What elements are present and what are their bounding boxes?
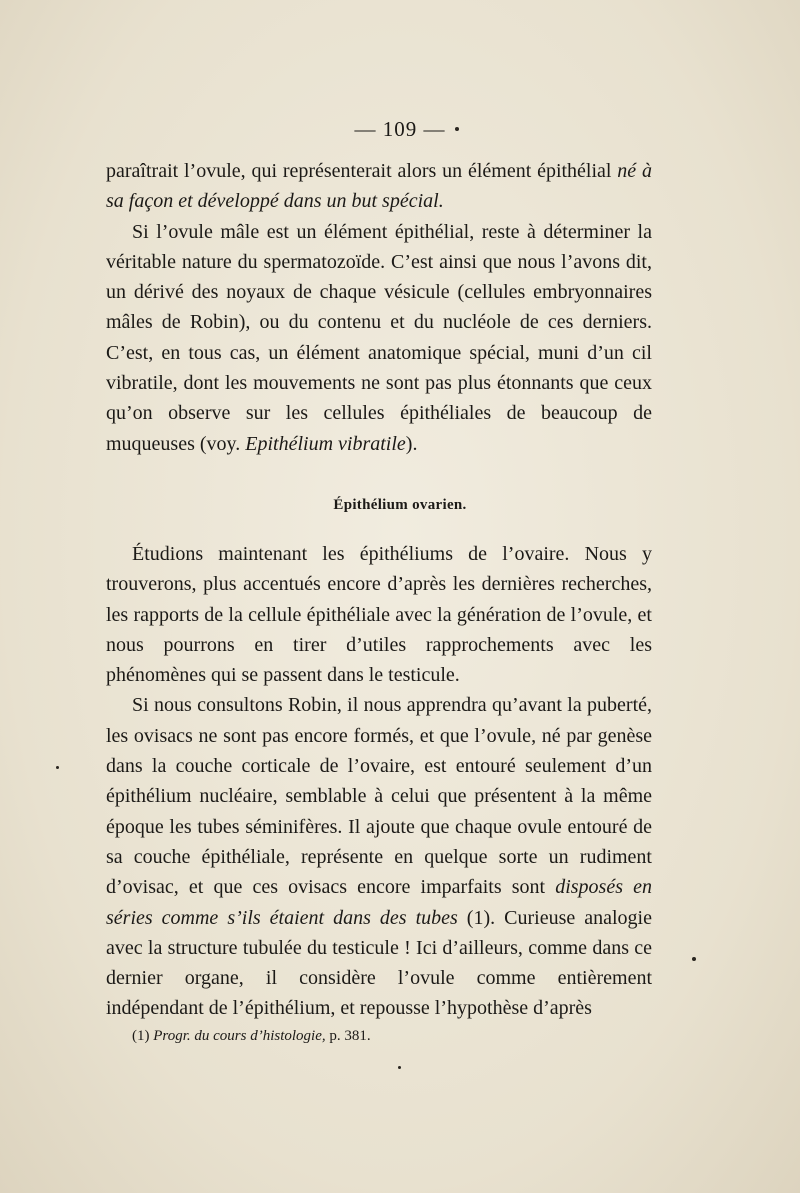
ink-speck [398, 1066, 401, 1069]
paragraph-continued-italic: né à sa façon et développé dans un but spécial. [106, 160, 652, 213]
ink-speck [692, 957, 696, 961]
paragraph-robin-text: Si nous consultons Robin, il nous apprendra qu’avant la puberté, les ovisacs ne sont pas encore formés, et que l’ovule, né par genèse dans la couche corticale de l’ovaire, est entouré seulement d’un épithélium nucléaire, semblable à celui que présentent à la même époque les tubes séminifères. Il ajoute que chaque ovule entouré de sa couche épithéliale, représente en quelque sorte un rudiment d’ovisac, et que ces ovisacs encore imparfaits sont [106, 694, 652, 899]
paragraph-ovule-tail: ). [405, 432, 418, 455]
paragraph-etudions: Étudions maintenant les épithéliums de l’ovaire. Nous y trouverons, plus accentués encore d’après les dernières recherches, les rapports de la cellule épithéliale avec la génération de l’ovule, et nous pourrons en tirer d’utiles rapprochements avec les phénomènes qui se passent dans le testicule. [106, 543, 652, 687]
section-heading: Épithélium ovarien. [333, 497, 467, 513]
paragraph-robin-tail: (1). Curieuse analogie avec la structure tubulée du testicule ! Ici d’ailleurs, comme dans ce dernier organe, il considère l’ovule comme entièrement indépendant de l’épithélium, et repousse l’hypothèse d’après [106, 906, 652, 1020]
paragraph-continued [106, 156, 652, 217]
paragraph-ovule-text: Si l’ovule mâle est un élément épithélial, reste à déterminer la véritable nature du spermatozoïde. C’est ainsi que nous l’avons dit, un dérivé des noyaux de chaque vésicule (cellules embryonnaires mâles de Robin), ou du contenu et du nucléole de ces derniers. C’est, en tous cas, un élément anatomique spécial, muni d’un cil vibratile, dont les mouvements ne sont pas plus étonnants que ceux qu’on observe sur les cellules épithéliales de beaucoup de muqueuses (voy. [106, 220, 652, 455]
paragraph-ovule-italic: Epithélium vibratile [245, 432, 406, 455]
footnote [132, 1028, 632, 1045]
paragraph-robin-italic: disposés en séries comme s’ils étaient dans des tubes [106, 876, 652, 929]
text-block-upper [106, 156, 652, 459]
footnote-page: p. 381. [325, 1028, 371, 1044]
paragraph-robin [106, 690, 652, 1023]
paragraph-ovule-male [106, 217, 652, 459]
ink-speck [56, 766, 59, 769]
ink-speck [455, 127, 459, 131]
page-number: — 109 — [354, 117, 446, 141]
footnote-marker: (1) [132, 1028, 154, 1044]
footnote-source: Progr. du cours d’histologie, [153, 1028, 326, 1044]
paragraph-continued-text: paraîtrait l’ovule, qui représenterait alors un élément épithélial [106, 160, 618, 182]
text-block-lower [106, 539, 652, 1024]
